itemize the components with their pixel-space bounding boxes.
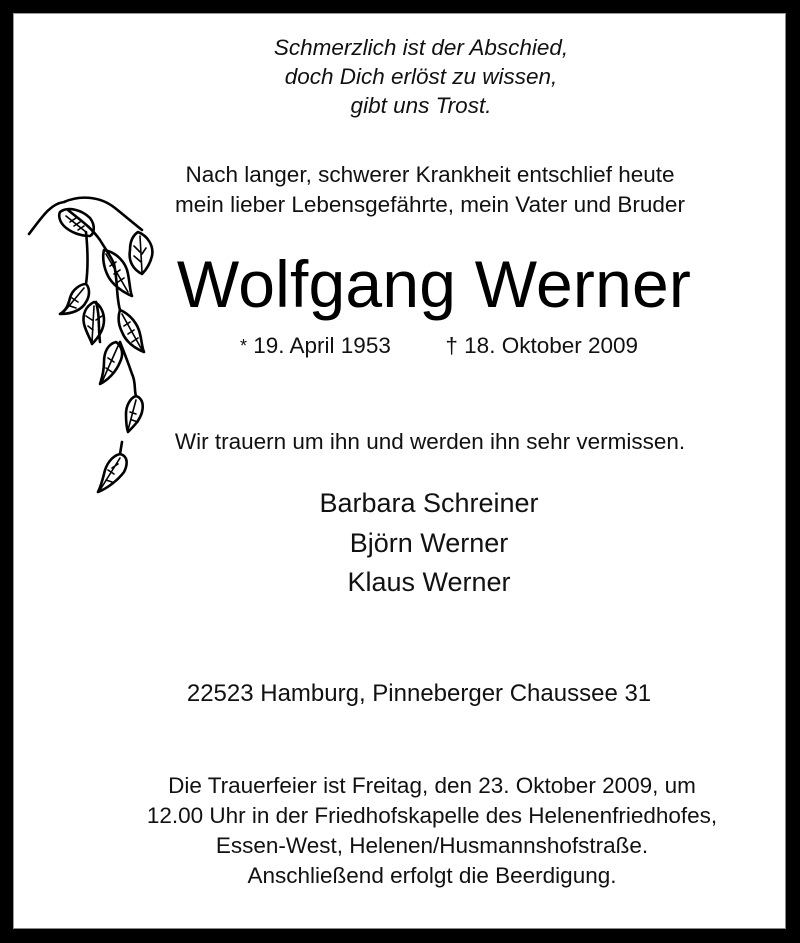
birch-branch-icon [20,192,170,502]
poem-line-2: doch Dich erlöst zu wissen, [284,64,558,89]
birth-star-icon: * [239,336,247,356]
address: 22523 Hamburg, Pinneberger Chaussee 31 [186,680,652,707]
intro-line-2: mein lieber Lebensgefährte, mein Vater und Bruder [175,192,685,217]
poem-line-1: Schmerzlich ist der Abschied, [273,35,569,60]
service-line-3: Essen-West, Helenen/Husmannshofstraße. [215,833,649,858]
mourning-line: Wir trauern um ihn und werden ihn sehr vermissen. [174,429,686,454]
death-date: 18. Oktober 2009 [464,333,639,358]
family-member-2: Björn Werner [349,528,509,558]
intro-line-1: Nach langer, schwerer Krankheit entschlief heute [185,162,675,187]
obituary-notice [13,13,786,929]
poem-line-3: gibt uns Trost. [350,93,492,118]
life-dates [240,335,638,358]
service-line-4: Anschließend erfolgt die Beerdigung. [247,863,617,888]
family-member-1: Barbara Schreiner [319,488,539,518]
birth-date: 19. April 1953 [253,333,391,358]
service-line-1: Die Trauerfeier ist Freitag, den 23. Oktober 2009, um [168,773,696,798]
deceased-name: Wolfgang Werner [176,247,692,321]
service-line-2: 12.00 Uhr in der Friedhofskapelle des Helenenfriedhofes, [146,803,718,828]
family-member-3: Klaus Werner [347,567,511,597]
death-cross-icon: † [445,333,458,358]
